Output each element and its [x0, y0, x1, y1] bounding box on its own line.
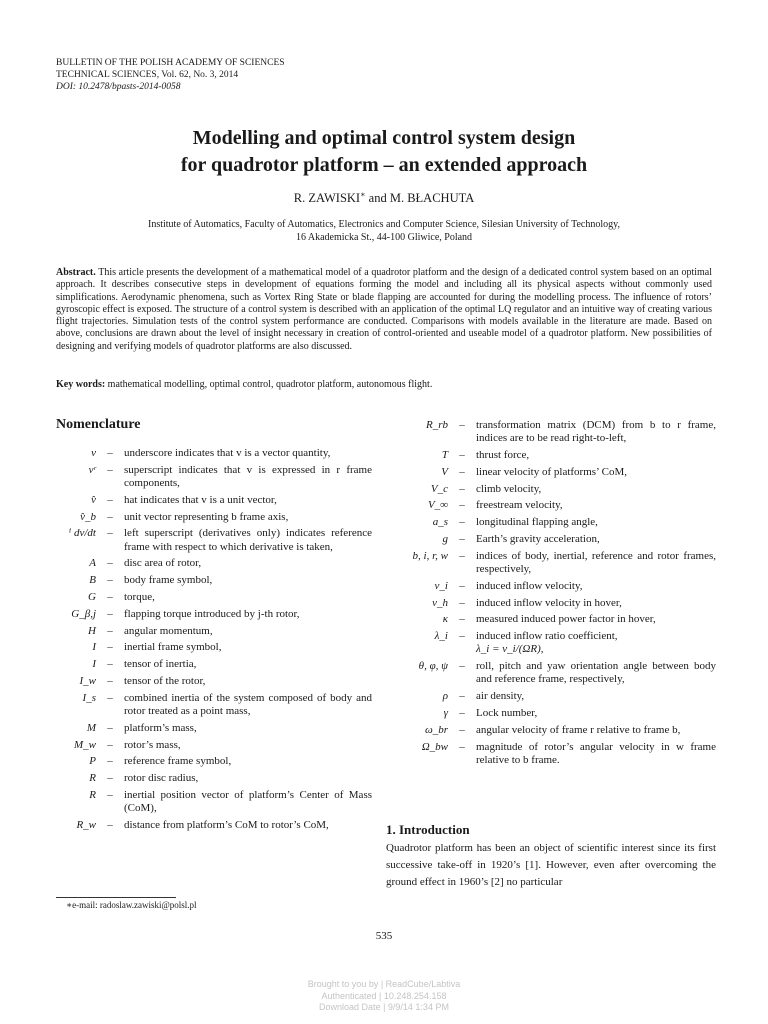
- nomenclature-dash: –: [459, 596, 465, 609]
- abstract: [56, 267, 712, 353]
- nomenclature-dash: –: [459, 706, 465, 719]
- nomenclature-entry: [56, 789, 372, 815]
- nomenclature-symbol: G: [88, 590, 96, 603]
- doi-link[interactable]: DOI: 10.2478/bpasts-2014-0058: [56, 82, 181, 92]
- nomenclature-description: reference frame symbol,: [124, 755, 232, 768]
- keywords: [56, 379, 712, 390]
- nomenclature-description: rotor’s mass,: [124, 738, 181, 751]
- nomenclature-description: measured induced power factor in hover,: [476, 613, 656, 626]
- nomenclature-dash: –: [107, 772, 113, 785]
- nomenclature-dash: –: [459, 482, 465, 495]
- nomenclature-description: flapping torque introduced by j-th rotor,: [124, 607, 300, 620]
- nomenclature-description: Lock number,: [476, 706, 538, 719]
- paper-title: Modelling and optimal control system design for quadrotor platform – an extended approach: [180, 127, 588, 176]
- nomenclature-symbol: ⁱ dv/dt: [69, 527, 96, 540]
- nomenclature-entry: [386, 660, 716, 686]
- nomenclature-symbol: γ: [443, 706, 448, 719]
- nomenclature-entry: [386, 724, 716, 737]
- nomenclature-symbol: R_w: [76, 818, 96, 831]
- introduction-text: Quadrotor platform has been an object of scientific interest since its first successive take-off in 1920’s [1]. However, even after overcoming the ground effect in 1960’s [2] no particular: [386, 842, 716, 888]
- nomenclature-entry: [56, 658, 372, 671]
- nomenclature-dash: –: [107, 607, 113, 620]
- nomenclature-dash: –: [459, 419, 465, 431]
- nomenclature-entry: [386, 499, 716, 512]
- nomenclature-entry: [56, 819, 372, 832]
- nomenclature-symbol: B: [89, 574, 96, 587]
- nomenclature-entry: [56, 772, 372, 785]
- keywords-label: Key words:: [56, 379, 106, 390]
- section-heading-introduction: 1. Introduction: [386, 822, 470, 837]
- nomenclature-entry: [56, 692, 372, 718]
- nomenclature-symbol: v_h: [432, 596, 448, 609]
- nomenclature-dash: –: [459, 613, 465, 626]
- nomenclature-entry: [56, 494, 372, 507]
- nomenclature-description: angular velocity of frame r relative to frame b,: [476, 723, 681, 736]
- nomenclature-entry: [56, 574, 372, 587]
- nomenclature-right-column: [386, 419, 716, 771]
- nomenclature-description: platform’s mass,: [124, 721, 197, 734]
- nomenclature-dash: –: [107, 738, 113, 751]
- nomenclature-dash: –: [459, 516, 465, 529]
- nomenclature-entry: [386, 707, 716, 720]
- nomenclature-entry: [56, 722, 372, 735]
- nomenclature-entry: [386, 419, 716, 445]
- nomenclature-dash: –: [459, 630, 465, 643]
- nomenclature-description: inertial position vector of platform’s Center of Mass (CoM),: [124, 788, 372, 815]
- author-line: [0, 190, 768, 206]
- nomenclature-description: angular momentum,: [124, 624, 213, 637]
- nomenclature-entry: [56, 625, 372, 638]
- nomenclature-entry: [386, 613, 716, 626]
- nomenclature-entry: [56, 675, 372, 688]
- nomenclature-dash: –: [107, 788, 113, 801]
- nomenclature-entry: [386, 630, 716, 656]
- nomenclature-description: thrust force,: [476, 449, 530, 461]
- nomenclature-dash: –: [459, 549, 465, 562]
- journal-header: [56, 57, 285, 93]
- nomenclature-dash: –: [107, 463, 113, 476]
- nomenclature-description: tensor of the rotor,: [124, 674, 206, 687]
- nomenclature-dash: –: [459, 723, 465, 736]
- nomenclature-dash: –: [107, 624, 113, 637]
- nomenclature-symbol: I_w: [79, 674, 96, 687]
- nomenclature-symbol: ρ: [442, 690, 448, 703]
- footnote-rule: [56, 897, 176, 898]
- nomenclature-entry: [386, 516, 716, 529]
- nomenclature-description: climb velocity,: [476, 482, 542, 495]
- nomenclature-entry: [56, 739, 372, 752]
- nomenclature-description: inertial frame symbol,: [124, 641, 222, 654]
- nomenclature-dash: –: [459, 499, 465, 512]
- nomenclature-symbol: a_s: [432, 516, 448, 529]
- nomenclature-entry: [56, 557, 372, 570]
- nomenclature-entry: [386, 580, 716, 593]
- author-first: R. ZAWISKI: [293, 191, 361, 206]
- nomenclature-description: longitudinal flapping angle,: [476, 516, 598, 529]
- nomenclature-symbol: ω_br: [424, 723, 448, 736]
- nomenclature-dash: –: [107, 641, 113, 654]
- abstract-text: This article presents the development of a mathematical model of a quadrotor platform and the design of a dedicated control system based on an optimal approach. It describes consecutive steps in development of equations forming the model and including all its physical aspects without commonly used simplifications. Aerodynamic phenomena, such as Vortex Ring State or blade flapping are accounted for during the modelling process. The influence of rotors’ gyroscopic effect is exposed. The structure of a control system is described with an application of the optimal LQ regulator and an intuitive way of creating various flight trajectories. Simulation tests of the control system performance are conducted. Comparisons with models available in the literature are made. Based on above, conclusions are drawn about the level of insight necessary in creation of control-oriented and useable model of a quadrotor platform. New possibilities of designing and verifying models of quadrotor platforms are also discussed.: [56, 267, 712, 352]
- nomenclature-symbol: P: [89, 755, 96, 768]
- nomenclature-description: body frame symbol,: [124, 574, 213, 587]
- nomenclature-symbol: A: [89, 557, 96, 570]
- nomenclature-dash: –: [107, 574, 113, 587]
- nomenclature-symbol: I: [92, 641, 96, 654]
- nomenclature-dash: –: [107, 818, 113, 831]
- nomenclature-dash: –: [107, 691, 113, 704]
- nomenclature-entry: [386, 690, 716, 703]
- nomenclature-left-column: [56, 447, 372, 836]
- nomenclature-description: combined inertia of the system composed of body and rotor treated as a point mass,: [124, 691, 372, 717]
- nomenclature-symbol: V_c: [430, 482, 448, 495]
- footnote-marker: ∗: [360, 190, 366, 199]
- nomenclature-description: superscript indicates that v is expressed in r frame components,: [124, 463, 372, 489]
- nomenclature-description: magnitude of rotor’s angular velocity in w frame relative to b frame.: [476, 740, 716, 766]
- nomenclature-dash: –: [107, 674, 113, 687]
- nomenclature-description: freestream velocity,: [476, 499, 563, 512]
- nomenclature-entry: [56, 447, 372, 460]
- nomenclature-entry: [56, 511, 372, 524]
- nomenclature-dash: –: [107, 755, 113, 768]
- nomenclature-symbol: G_β,j: [71, 607, 96, 620]
- nomenclature-description: Earth’s gravity acceleration,: [476, 532, 600, 545]
- keywords-text: mathematical modelling, optimal control, quadrotor platform, autonomous flight.: [105, 379, 433, 390]
- footnote-email: ∗e-mail: radoslaw.zawiski@polsl.pl: [66, 900, 197, 910]
- download-watermark: Brought to you by | ReadCube/Labtiva Authenticated | 10.248.254.158 Download Date | 9/9/14 1:34 PM: [307, 979, 461, 1012]
- nomenclature-entry: [386, 597, 716, 610]
- nomenclature-description: underscore indicates that v is a vector quantity,: [124, 447, 331, 459]
- nomenclature-symbol: v̂_b: [80, 510, 96, 523]
- nomenclature-description: transformation matrix (DCM) from b to r frame, indices are to be read right-to-left,: [476, 419, 716, 445]
- nomenclature-entry: [386, 550, 716, 576]
- nomenclature-description: torque,: [124, 590, 155, 603]
- nomenclature-symbol: v_i: [434, 579, 448, 592]
- affiliation: Institute of Automatics, Faculty of Automatics, Electronics and Computer Science, Silesian University of Technology, 16 Akademicka St., 44-100 Gliwice, Poland: [148, 219, 620, 243]
- nomenclature-description: rotor disc radius,: [124, 772, 199, 785]
- nomenclature-description: induced inflow ratio coefficient, λ_i = v_i/(ΩR),: [476, 630, 716, 656]
- nomenclature-description: disc area of rotor,: [124, 557, 202, 570]
- nomenclature-entry: [56, 591, 372, 604]
- journal-name: BULLETIN OF THE POLISH ACADEMY OF SCIENCES: [56, 58, 285, 68]
- nomenclature-symbol: v: [91, 447, 96, 459]
- nomenclature-symbol: λ_i: [434, 630, 448, 643]
- nomenclature-symbol: H: [88, 624, 96, 637]
- nomenclature-symbol: I: [92, 658, 96, 671]
- author-separator: and: [365, 191, 390, 206]
- abstract-label: Abstract.: [56, 267, 96, 278]
- nomenclature-symbol: R: [89, 772, 96, 785]
- nomenclature-dash: –: [459, 690, 465, 703]
- nomenclature-heading: Nomenclature: [56, 417, 141, 432]
- journal-volume: TECHNICAL SCIENCES, Vol. 62, No. 3, 2014: [56, 70, 239, 80]
- nomenclature-description: roll, pitch and yaw orientation angle between body and reference frame, respectively,: [476, 660, 716, 686]
- nomenclature-dash: –: [107, 721, 113, 734]
- nomenclature-symbol: vʳ: [88, 463, 96, 476]
- nomenclature-symbol: T: [441, 449, 448, 461]
- nomenclature-dash: –: [459, 660, 465, 673]
- nomenclature-description: unit vector representing b frame axis,: [124, 510, 289, 523]
- page-number: 535: [375, 930, 393, 942]
- nomenclature-symbol: I_s: [82, 691, 96, 704]
- nomenclature-symbol: V_∞: [427, 499, 448, 512]
- nomenclature-dash: –: [459, 579, 465, 592]
- nomenclature-dash: –: [107, 557, 113, 570]
- nomenclature-symbol: R: [89, 788, 96, 801]
- nomenclature-description: tensor of inertia,: [124, 658, 197, 671]
- nomenclature-entry: [56, 608, 372, 621]
- nomenclature-dash: –: [107, 447, 113, 459]
- nomenclature-description: air density,: [476, 690, 525, 703]
- nomenclature-entry: [386, 533, 716, 546]
- nomenclature-entry: [386, 741, 716, 767]
- nomenclature-entry: [386, 449, 716, 462]
- nomenclature-symbol: g: [442, 532, 448, 545]
- nomenclature-dash: –: [107, 493, 113, 506]
- nomenclature-description: induced inflow velocity in hover,: [476, 596, 622, 609]
- nomenclature-entry: [56, 755, 372, 768]
- nomenclature-description: induced inflow velocity,: [476, 579, 583, 592]
- nomenclature-entry: [56, 464, 372, 490]
- nomenclature-description: left superscript (derivatives only) indicates reference frame with respect to which derivative is taken,: [124, 527, 372, 553]
- nomenclature-symbol: v̂: [91, 493, 96, 506]
- nomenclature-entry: [56, 641, 372, 654]
- nomenclature-dash: –: [459, 449, 465, 461]
- nomenclature-entry: [386, 466, 716, 479]
- author-second: M. BŁACHUTA: [389, 191, 475, 206]
- nomenclature-formula: λ_i = v_i/(ΩR),: [476, 643, 544, 656]
- nomenclature-symbol: θ, φ, ψ: [418, 660, 448, 673]
- nomenclature-symbol: Ω_bw: [421, 740, 448, 753]
- nomenclature-description: distance from platform’s CoM to rotor’s CoM,: [124, 818, 329, 831]
- nomenclature-dash: –: [107, 590, 113, 603]
- nomenclature-symbol: κ: [442, 613, 448, 626]
- nomenclature-symbol: R_rb: [426, 419, 448, 431]
- nomenclature-description: hat indicates that v is a unit vector,: [124, 493, 277, 506]
- nomenclature-symbol: b, i, r, w: [412, 549, 448, 562]
- nomenclature-symbol: M_w: [74, 738, 96, 751]
- nomenclature-description: linear velocity of platforms’ CoM,: [476, 465, 628, 478]
- nomenclature-description: indices of body, inertial, reference and rotor frames, respectively,: [476, 549, 716, 575]
- nomenclature-dash: –: [459, 532, 465, 545]
- nomenclature-symbol: V: [441, 465, 448, 478]
- nomenclature-entry: [386, 483, 716, 496]
- nomenclature-dash: –: [107, 510, 113, 523]
- nomenclature-dash: –: [459, 740, 465, 753]
- nomenclature-entry: [56, 527, 372, 553]
- nomenclature-symbol: M: [86, 721, 96, 734]
- nomenclature-dash: –: [107, 658, 113, 671]
- nomenclature-dash: –: [107, 527, 113, 540]
- nomenclature-dash: –: [459, 465, 465, 478]
